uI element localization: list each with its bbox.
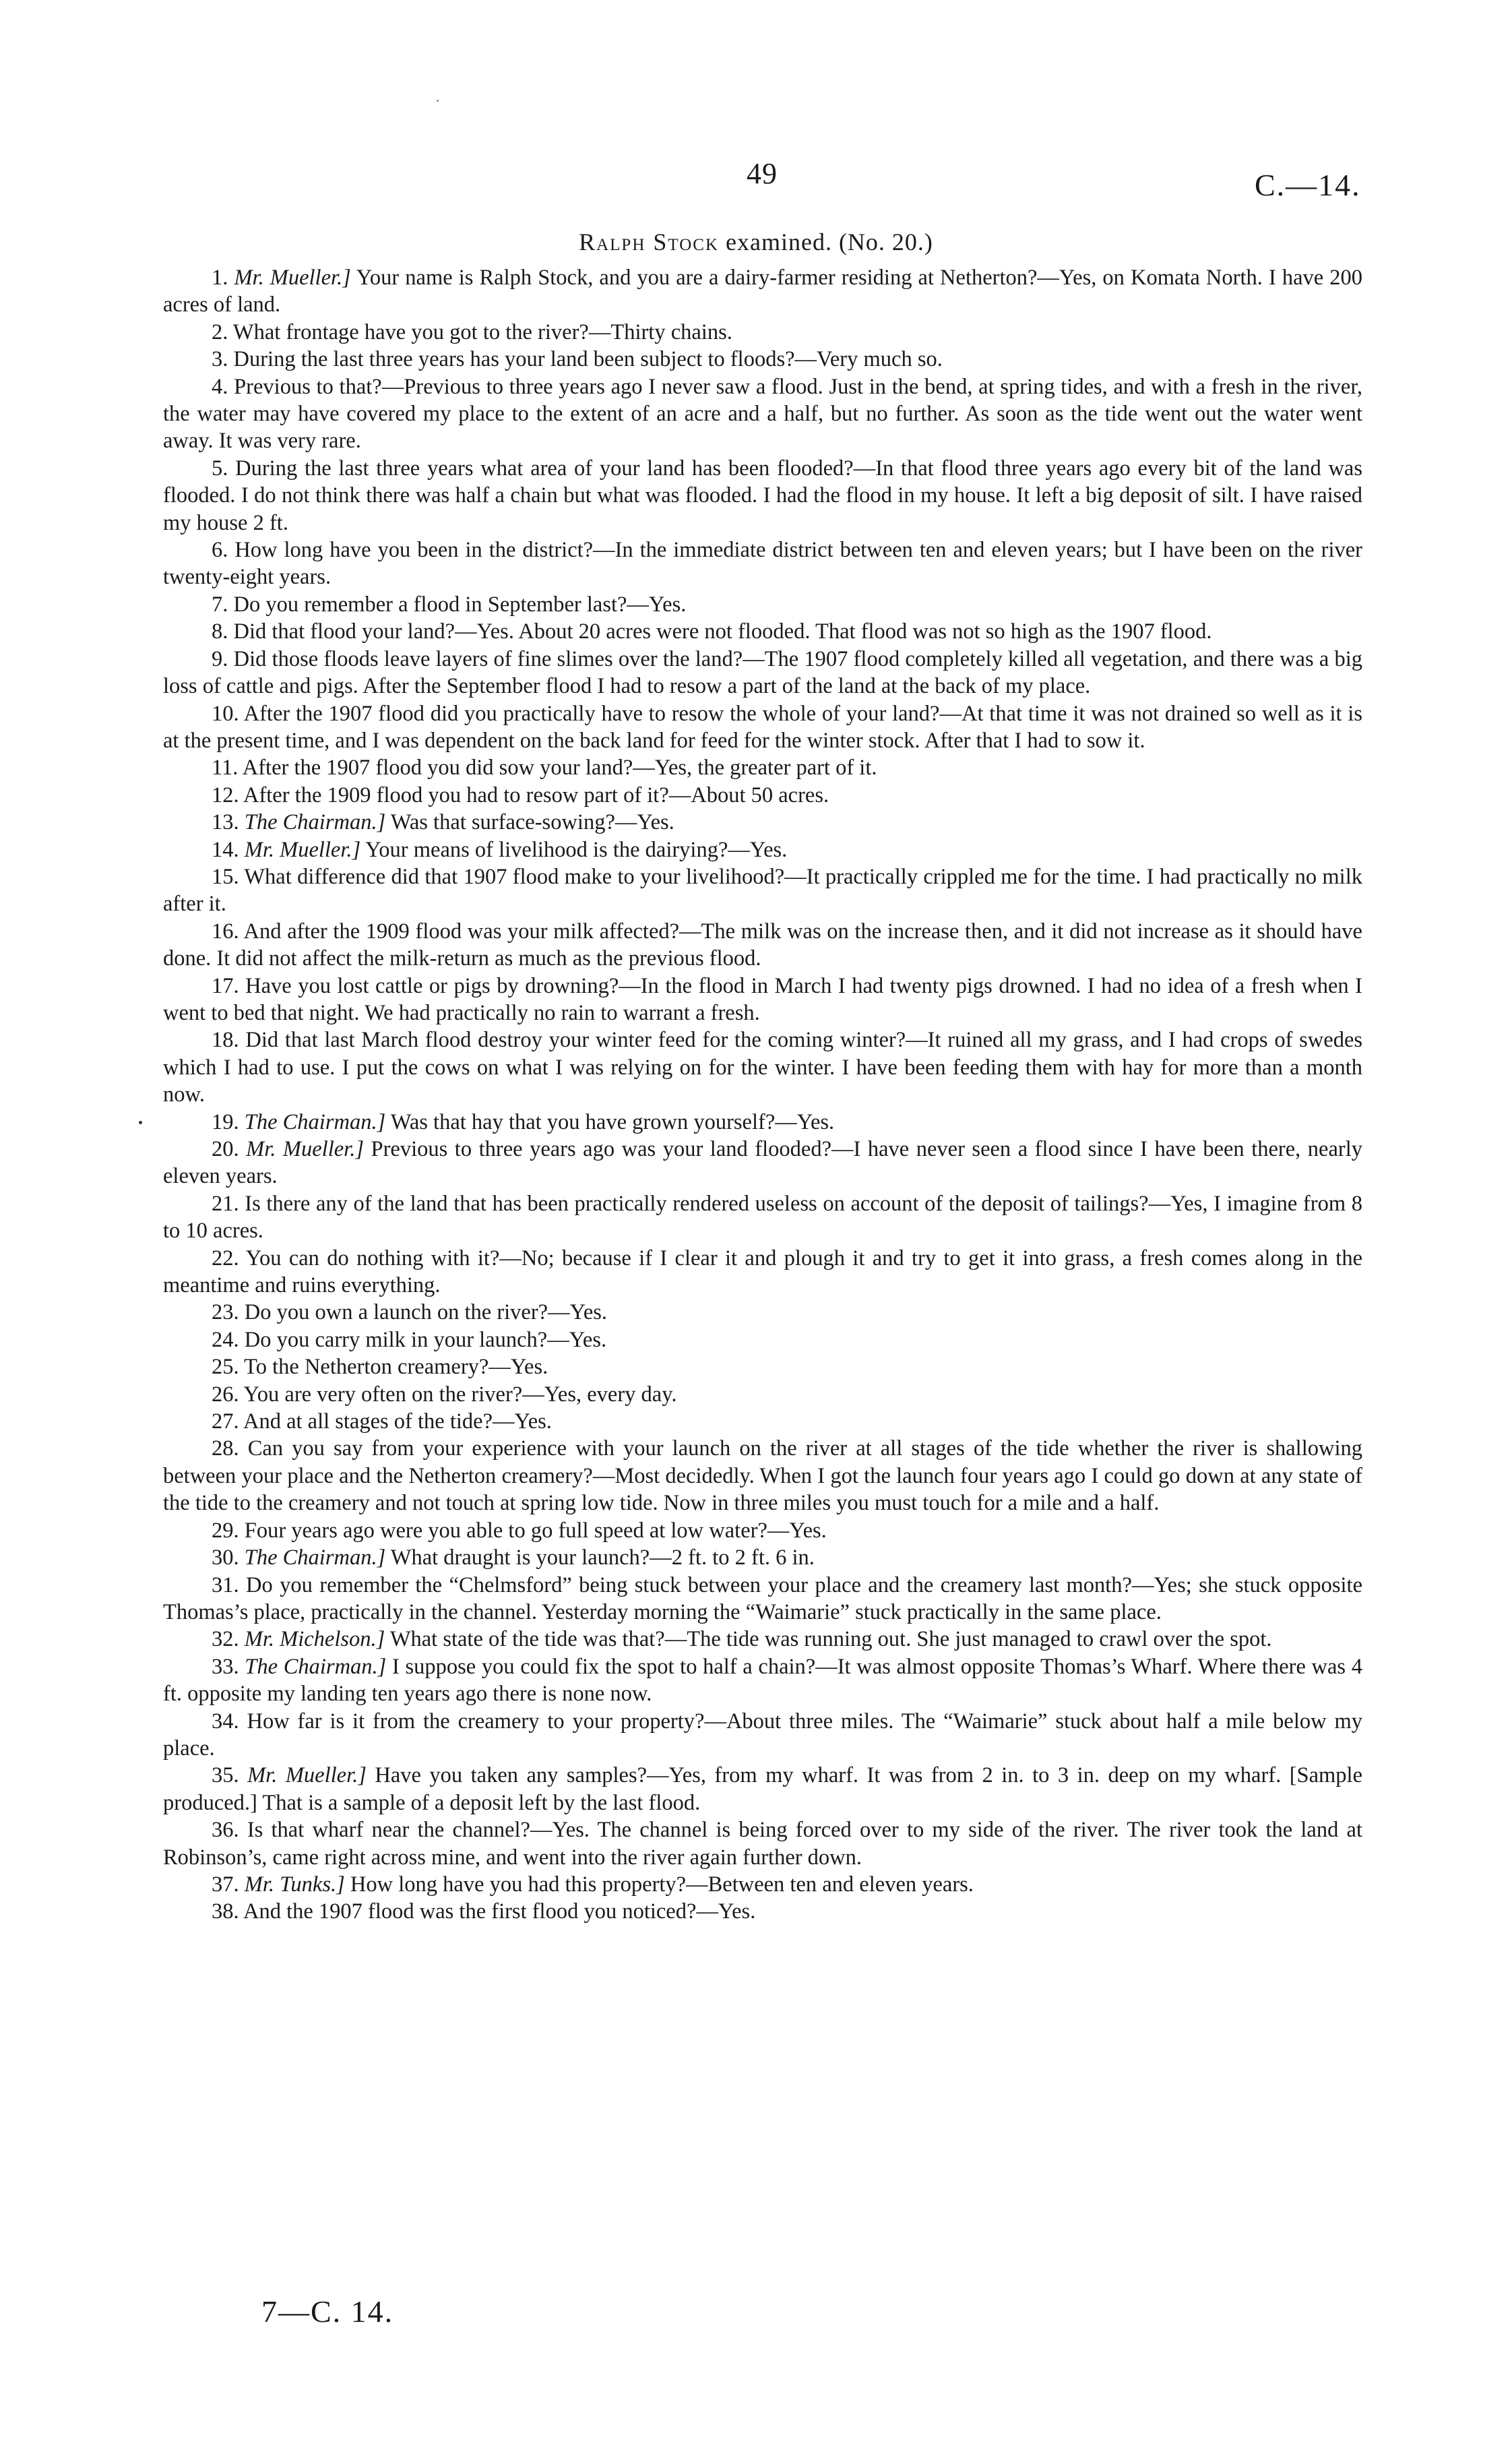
question-text: What state of the tide was that?—The tide was running out. She just managed to crawl over the spot. bbox=[385, 1627, 1272, 1652]
question-number: 5. bbox=[212, 456, 228, 481]
question-paragraph bbox=[163, 1653, 1362, 1708]
question-number: 25. bbox=[212, 1355, 239, 1380]
question-paragraph bbox=[163, 782, 1362, 809]
question-paragraph bbox=[163, 973, 1362, 1027]
question-text: Have you lost cattle or pigs by drowning?—In the flood in March I had twenty pigs drowned. I had no idea of a fresh when I went to bed that night. We had practically no rain to warrant a fresh. bbox=[163, 973, 1363, 1025]
question-text: How long have you been in the district?—In the immediate district between ten and eleven years; but I have been on the river twenty-eight years. bbox=[163, 538, 1362, 590]
question-paragraph bbox=[163, 1026, 1362, 1108]
question-number: 24. bbox=[212, 1327, 239, 1352]
speaker-name: Mr. Mueller.] bbox=[247, 1763, 367, 1788]
question-text: Your means of livelihood is the dairying?—Yes. bbox=[360, 837, 788, 862]
question-paragraph bbox=[163, 1708, 1362, 1763]
question-text: What difference did that 1907 flood make to your livelihood?—It practically crippled me for the time. I had practically no milk after it. bbox=[163, 864, 1362, 917]
question-paragraph bbox=[163, 1762, 1362, 1816]
question-text: Did that last March flood destroy your winter feed for the coming winter?—It ruined all my grass, and I had crops of swedes which I had to use. I put the cows on what I was relying on for the winter. I have been feeding them with hay for more than a month now. bbox=[163, 1028, 1363, 1107]
question-paragraph bbox=[163, 646, 1362, 700]
question-text: And after the 1909 flood was your milk affected?—The milk was on the increase then, and it did not increase as it should have done. It did not affect the milk-return as much as the previous flood. bbox=[163, 919, 1362, 971]
question-text: Is there any of the land that has been practically rendered useless on account of the deposit of tailings?—Yes, I imagine from 8 to 10 acres. bbox=[163, 1191, 1362, 1244]
question-number: 33. bbox=[212, 1654, 239, 1679]
question-number: 12. bbox=[212, 783, 239, 807]
question-paragraph bbox=[163, 346, 1362, 373]
speaker-name: The Chairman.] bbox=[244, 1109, 386, 1134]
speaker-name: Mr. Mueller.] bbox=[234, 266, 351, 290]
question-number: 36. bbox=[212, 1818, 239, 1843]
question-paragraph bbox=[163, 1136, 1362, 1190]
question-text: Did those floods leave layers of fine slimes over the land?—The 1907 flood completely killed all vegetation, and there was a big loss of cattle and pigs. After the September flood I had to resow a part of the land at the back of my place. bbox=[163, 646, 1363, 699]
document-reference: C.—14. bbox=[1255, 168, 1361, 202]
question-number: 14. bbox=[212, 837, 239, 862]
question-paragraph bbox=[163, 1572, 1362, 1626]
question-number: 31. bbox=[212, 1572, 239, 1597]
question-number: 27. bbox=[212, 1409, 239, 1434]
question-paragraph bbox=[163, 1626, 1362, 1653]
question-number: 10. bbox=[212, 701, 239, 726]
question-paragraph bbox=[163, 1517, 1362, 1544]
question-paragraph bbox=[163, 1871, 1362, 1898]
question-number: 23. bbox=[212, 1300, 239, 1325]
witness-name: Ralph Stock bbox=[579, 228, 719, 255]
speaker-name: The Chairman.] bbox=[245, 1654, 387, 1679]
question-text: Do you carry milk in your launch?—Yes. bbox=[244, 1327, 607, 1352]
speaker-name: Mr. Mueller.] bbox=[244, 837, 361, 862]
question-text: Is that wharf near the channel?—Yes. The channel is being forced over to my side of the river. The river took the land at Robinson’s, came right across mine, and went into the river again further down. bbox=[163, 1818, 1363, 1870]
question-number: 32. bbox=[212, 1627, 239, 1652]
speaker-name: The Chairman.] bbox=[244, 1545, 386, 1570]
question-paragraph bbox=[163, 1408, 1362, 1435]
question-text: After the 1907 flood did you practically have to resow the whole of your land?—At that time it was not drained so well as it is at the present time, and I was dependent on the back land for feed for the winter stock. After that I had to sow it. bbox=[163, 701, 1362, 753]
speaker-name: The Chairman.] bbox=[244, 810, 386, 835]
question-number: 30. bbox=[212, 1545, 239, 1570]
question-paragraph bbox=[163, 1544, 1362, 1571]
question-paragraph bbox=[163, 1190, 1362, 1245]
question-number: 22. bbox=[212, 1246, 239, 1270]
scan-speck bbox=[437, 100, 439, 102]
question-text: You are very often on the river?—Yes, every day. bbox=[243, 1382, 677, 1407]
question-paragraph bbox=[163, 836, 1362, 863]
question-text: What draught is your launch?—2 ft. to 2 ft. 6 in. bbox=[385, 1545, 815, 1570]
question-number: 6. bbox=[212, 538, 228, 563]
question-number: 7. bbox=[212, 592, 228, 617]
question-text: And at all stages of the tide?—Yes. bbox=[243, 1409, 552, 1434]
question-paragraph bbox=[163, 1299, 1362, 1326]
question-text: Was that surface-sowing?—Yes. bbox=[385, 810, 674, 835]
question-text: Previous to that?—Previous to three years ago I never saw a flood. Just in the bend, at spring tides, and with a fresh in the river, the water may have covered my place to the extent of an acre and a half, but no further. As soon as the tide went out the water went away. It was very rare. bbox=[163, 374, 1363, 454]
question-number: 19. bbox=[212, 1109, 239, 1134]
question-text: What frontage have you got to the river?—Thirty chains. bbox=[232, 319, 732, 344]
question-number: 35. bbox=[212, 1763, 239, 1788]
question-paragraph bbox=[163, 754, 1362, 781]
question-paragraph bbox=[163, 1435, 1362, 1516]
question-paragraph bbox=[163, 264, 1362, 319]
question-number: 2. bbox=[212, 319, 228, 344]
question-paragraph bbox=[163, 1109, 1362, 1136]
section-heading bbox=[0, 228, 1512, 256]
question-paragraph bbox=[163, 1898, 1362, 1925]
question-paragraph bbox=[163, 319, 1362, 346]
question-text: After the 1907 flood you did sow your land?—Yes, the greater part of it. bbox=[242, 756, 877, 780]
question-text: Did that flood your land?—Yes. About 20 acres were not flooded. That flood was not so high as the 1907 flood. bbox=[233, 619, 1212, 644]
question-number: 38. bbox=[212, 1899, 239, 1924]
question-number: 8. bbox=[212, 619, 228, 644]
question-text: And the 1907 flood was the first flood you noticed?—Yes. bbox=[243, 1899, 756, 1924]
speaker-name: Mr. Mueller.] bbox=[246, 1137, 364, 1161]
question-paragraph bbox=[163, 537, 1362, 591]
question-number: 37. bbox=[212, 1872, 239, 1897]
question-text: After the 1909 flood you had to resow part of it?—About 50 acres. bbox=[243, 783, 829, 807]
question-text: Four years ago were you able to go full speed at low water?—Yes. bbox=[244, 1518, 827, 1543]
question-text: Do you remember a flood in September last?—Yes. bbox=[233, 592, 687, 617]
question-number: 34. bbox=[212, 1709, 239, 1734]
question-text: You can do nothing with it?—No; because if I clear it and plough it and try to get it into grass, a fresh comes along in the meantime and ruins everything. bbox=[163, 1246, 1362, 1298]
question-number: 1. bbox=[212, 266, 228, 290]
question-text: During the last three years what area of your land has been flooded?—In that flood three years ago every bit of the land was flooded. I do not think there was half a chain but what was flooded. I had the flood in my house. It left a big deposit of silt. I have raised my house 2 ft. bbox=[163, 456, 1363, 535]
question-paragraph bbox=[163, 1381, 1362, 1408]
speaker-name: Mr. Michelson.] bbox=[244, 1627, 385, 1652]
question-number: 17. bbox=[212, 973, 239, 998]
question-paragraph bbox=[163, 700, 1362, 755]
question-number: 15. bbox=[212, 864, 239, 889]
question-number: 18. bbox=[212, 1028, 239, 1053]
question-paragraph bbox=[163, 591, 1362, 618]
question-number: 29. bbox=[212, 1518, 239, 1543]
question-text: Your name is Ralph Stock, and you are a dairy-farmer residing at Netherton?—Yes, on Komata North. I have 200 acres of land. bbox=[163, 266, 1363, 317]
question-text: Do you remember the “Chelmsford” being stuck between your place and the creamery last month?—Yes; she stuck opposite Thomas’s place, practically in the channel. Yesterday morning the “Waimarie” stuck practically in the same place. bbox=[163, 1572, 1362, 1624]
question-text: Previous to three years ago was your land flooded?—I have never seen a flood since I have been there, nearly eleven years. bbox=[163, 1137, 1363, 1189]
question-text: Have you taken any samples?—Yes, from my wharf. It was from 2 in. to 3 in. deep on my wharf. [Sample produced.] That is a sample of a deposit left by the last flood. bbox=[163, 1763, 1363, 1815]
page-number: 49 bbox=[747, 157, 778, 190]
question-number: 4. bbox=[212, 374, 228, 399]
section-heading-rest: examined. (No. 20.) bbox=[719, 228, 933, 255]
question-number: 26. bbox=[212, 1382, 239, 1407]
margin-bullet bbox=[139, 1121, 142, 1124]
question-paragraph bbox=[163, 918, 1362, 973]
question-number: 28. bbox=[212, 1436, 239, 1461]
question-text: Do you own a launch on the river?—Yes. bbox=[244, 1300, 608, 1325]
question-number: 21. bbox=[212, 1191, 239, 1216]
question-paragraph bbox=[163, 455, 1362, 537]
question-number: 11. bbox=[212, 756, 239, 780]
question-text: How long have you had this property?—Between ten and eleven years. bbox=[344, 1872, 974, 1897]
question-text: How far is it from the creamery to your property?—About three miles. The “Waimarie” stuck about half a mile below my place. bbox=[163, 1709, 1362, 1760]
question-number: 9. bbox=[212, 646, 228, 671]
question-paragraph bbox=[163, 618, 1362, 645]
question-paragraph bbox=[163, 809, 1362, 836]
question-paragraph bbox=[163, 1326, 1362, 1353]
question-paragraph bbox=[163, 1245, 1362, 1299]
question-text: Can you say from your experience with your launch on the river at all stages of the tide whether the river is shallowing between your place and the Netherton creamery?—Most decidedly. When I got the launch four years ago I could go down at any state of the tide to the creamery and not touch at spring low tide. Now in three miles you must touch for a mile and a half. bbox=[163, 1436, 1362, 1516]
speaker-name: Mr. Tunks.] bbox=[244, 1872, 345, 1897]
evidence-body bbox=[163, 264, 1362, 1926]
printer-signature: 7—C. 14. bbox=[261, 2294, 394, 2329]
question-text: I suppose you could fix the spot to half a chain?—It was almost opposite Thomas’s Wharf. Where there was 4 ft. opposite my landing ten years ago there is none now. bbox=[163, 1654, 1363, 1707]
question-text: To the Netherton creamery?—Yes. bbox=[244, 1355, 548, 1380]
question-paragraph bbox=[163, 1353, 1362, 1380]
question-text: During the last three years has your land been subject to floods?—Very much so. bbox=[233, 347, 943, 372]
question-number: 20. bbox=[212, 1137, 239, 1161]
question-paragraph bbox=[163, 1816, 1362, 1871]
question-paragraph bbox=[163, 863, 1362, 918]
question-number: 3. bbox=[212, 347, 228, 372]
question-text: Was that hay that you have grown yourself?—Yes. bbox=[385, 1109, 835, 1134]
question-number: 16. bbox=[212, 919, 239, 944]
question-number: 13. bbox=[212, 810, 239, 835]
question-paragraph bbox=[163, 373, 1362, 455]
